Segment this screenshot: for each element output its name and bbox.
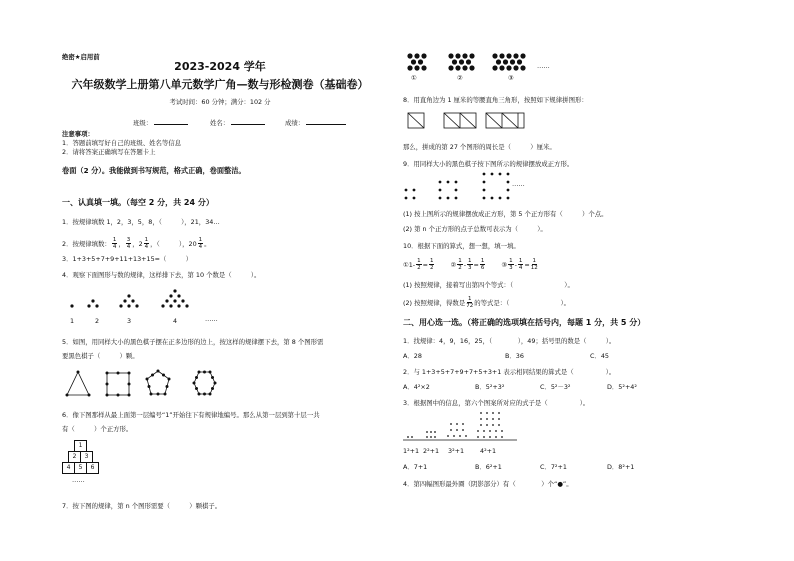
ellipsis: …… — [537, 62, 550, 70]
q7-dot-figures — [406, 52, 556, 76]
fraction: 1 2 — [458, 258, 462, 271]
polygon-dot-figures — [62, 368, 232, 402]
ellipsis: …… — [72, 476, 85, 484]
fraction: $\frac{1}{2}$ — [417, 258, 421, 271]
question-2-3: 3．根据图中的信息，第六个图案所对应的式子是（ ）。 — [403, 399, 590, 407]
question-1-10-1: (1) 按照规律，接着写出第四个等式：（ ）。 — [403, 281, 574, 289]
fraction: $\frac{1}{3}$ — [468, 258, 472, 271]
question-1-9: 9．用同样大小的黑色棋子按下图所示的规律摆放成正方形。 — [403, 160, 574, 168]
figure-label: 2 — [95, 317, 100, 325]
triangle-strip-figures — [407, 112, 527, 132]
pyramid-box: 2 — [68, 451, 81, 463]
fraction: 3 4 — [126, 237, 131, 250]
class-label: 班级： — [133, 119, 153, 127]
name-field[interactable] — [210, 118, 267, 127]
pyramid-box: 5 — [74, 462, 87, 474]
question-2-4: 4．第四幅图形最外圈（阴影部分）有（ ）个“●”。 — [403, 480, 573, 488]
ellipsis: …… — [512, 180, 525, 188]
name-label: 姓名： — [210, 119, 230, 127]
note-item: 2．请将答案正确填写在答题卡上 — [62, 148, 156, 156]
section1-heading: 一、认真填一填。（每空 2 分，共 24 分） — [62, 198, 214, 207]
option-a[interactable]: A．7+1 — [403, 463, 428, 471]
pyramid-box: 1 — [74, 440, 87, 452]
question-1-1: 1．按规律填数 1，2，3，5，8，（ ），21，34… — [62, 218, 220, 226]
pyramid-box: 3 — [80, 451, 93, 463]
fraction: $\frac{1}{4}$ — [518, 258, 523, 271]
fraction: $\frac{1}{6}$ — [480, 258, 485, 271]
page-title: 六年级数学上册第八单元数学广角—数与形检测卷（基础卷） — [71, 78, 369, 91]
ellipsis: …… — [205, 315, 218, 323]
option-c[interactable]: C．7²+1 — [540, 463, 567, 471]
figure-label: 1 — [70, 317, 75, 325]
figure-label: 4²+1 — [480, 447, 497, 455]
option-a[interactable]: A．28 — [403, 352, 422, 360]
school-year: 2023-2024 学年 — [174, 60, 266, 73]
question-1-8: 8．用直角边为 1 厘米的等腰直角三角形，按照如下规律拼图形： — [403, 96, 588, 104]
question-1-9-1: (1) 按上图所示的规律摆放成正方形，第 5 个正方形有（ ）个点。 — [403, 210, 608, 218]
note-item: 1．答题前填写好自己的班级、姓名等信息 — [62, 139, 182, 147]
fraction: 1 4 — [112, 237, 117, 250]
fraction: 1 4 — [144, 237, 149, 250]
option-d[interactable]: D．5²+4² — [607, 383, 637, 391]
question-1-8-cont: 那么，拼成的第 27 个图形的周长是（ ）厘米。 — [403, 143, 556, 151]
question-1-9-2: (2) 第 n 个正方形的点子总数可表示为（ ）。 — [403, 225, 547, 233]
fraction-equations: ①1- $\frac{1}{2}$ = $\frac{1}{2}$ ② 1 2 - $\frac{1}{3}$ = $\frac{1}{6}$ ③ 1 3 - $\frac{1}{4}$ = $\frac{1}{12}$ — [403, 258, 538, 271]
confidential-mark: 绝密★启用前 — [62, 53, 100, 61]
pyramid-box: 6 — [86, 462, 99, 474]
question-1-2: 2．按规律填数： 1 4 ， 3 4 ， 2 1 4 ，（ ）， 20 1 4 。 — [62, 237, 211, 250]
figure-label: 4 — [173, 317, 178, 325]
figure-label: 3²+1 — [448, 447, 465, 455]
option-c[interactable]: C．5²－3² — [540, 383, 571, 391]
question-1-3: 3．1+3+5+7+9+11+13+15=（ ） — [62, 255, 192, 263]
score-label: 成绩： — [285, 119, 305, 127]
class-field[interactable] — [133, 118, 190, 127]
question-1-5-cont: 要黑色棋子（ ）颗。 — [62, 352, 139, 360]
option-b[interactable]: B．6²+1 — [475, 463, 502, 471]
fraction: 1 72 — [466, 296, 474, 309]
question-1-7: 7．按下图的规律，第 n 个图形需要（ ）颗棋子。 — [62, 502, 222, 510]
fraction: $\frac{1}{2}$ — [429, 258, 434, 271]
pyramid-box: 4 — [62, 462, 75, 474]
question-1-6-cont: 有（ ）个正方形。 — [62, 425, 133, 433]
option-b[interactable]: B．5²+3² — [475, 383, 505, 391]
option-b[interactable]: B．36 — [505, 352, 524, 360]
score-field[interactable] — [285, 118, 348, 127]
square-dot-figures — [403, 172, 533, 204]
question-2-1: 1．找规律：4，9，16，25，（ ），49；括号里的数是（ ）。 — [403, 337, 616, 345]
question-1-5: 5．如图，用同样大小的黑色棋子摆在正多边形的边上，按这样的规律摆下去，第 8 个图形需 — [62, 338, 324, 346]
figure-label: ② — [457, 74, 463, 82]
section2-heading: 二、用心选一选。（将正确的选项填在括号内，每题 1 分，共 5 分） — [403, 318, 646, 327]
option-d[interactable]: D．8²+1 — [607, 463, 635, 471]
question-1-10-2: (2) 按照规律，得数是 1 72 的等式是：（ ）。 — [403, 296, 571, 309]
question-1-6: 6．像下图那样从最上面第一层编号“1”开始往下有规律地编号。那么从第一层到第十层一共 — [62, 411, 320, 419]
question-1-4: 4．观察下面图形与数的规律，这样排下去，第 10 个数是（ ）。 — [62, 271, 261, 279]
fraction: $\frac{1}{12}$ — [530, 258, 538, 271]
dot-rows-figure — [403, 410, 523, 444]
question-1-10: 10．根据下面的算式，想一想，填一填。 — [403, 242, 520, 250]
figure-label: ③ — [508, 74, 514, 82]
option-a[interactable]: A．4²×2 — [403, 383, 430, 391]
figure-label: 3 — [127, 317, 132, 325]
option-c[interactable]: C．45 — [590, 352, 609, 360]
figure-label: 1²+1 — [403, 447, 420, 455]
question-2-2: 2．与 1+3+5+7+9+7+5+3+1 表示相同结果的算式是（ ）。 — [403, 368, 616, 376]
notes-heading: 注意事项： — [62, 130, 94, 138]
figure-label: 2²+1 — [423, 447, 440, 455]
dot-triangle-figures — [62, 284, 222, 324]
fraction: 1 4 — [198, 237, 203, 250]
exam-meta: 考试时间：60 分钟；满分：102 分 — [169, 98, 271, 106]
figure-label: ① — [411, 74, 417, 82]
neatness-statement: 卷面（2 分）。我能做到书写规范，格式正确，卷面整洁。 — [62, 166, 246, 175]
fraction: 1 3 — [509, 258, 513, 271]
